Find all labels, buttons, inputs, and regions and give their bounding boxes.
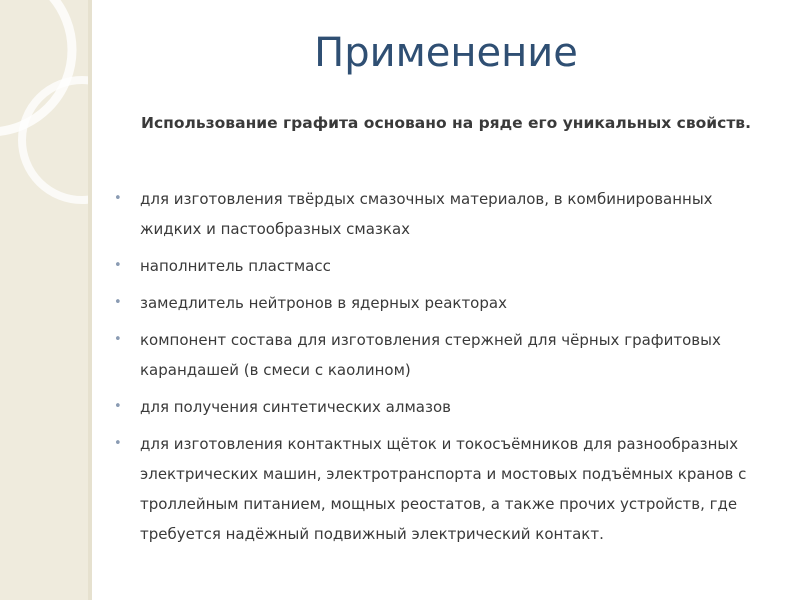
slide-title: Применение: [314, 30, 578, 76]
bullet-marker-icon: •: [114, 258, 122, 273]
bullet-marker-icon: •: [114, 295, 122, 310]
bullet-text: компонент состава для изготовления стержней для чёрных графитовых карандашей (в смеси с каолином): [140, 331, 721, 379]
bullet-text: для получения синтетических алмазов: [140, 398, 451, 416]
bullet-item: [114, 288, 774, 318]
bullet-list: [114, 184, 774, 556]
bullet-text: замедлитель нейтронов в ядерных реакторах: [140, 294, 507, 312]
bullet-item: [114, 251, 774, 281]
bullet-item: [114, 325, 774, 385]
bullet-text: для изготовления твёрдых смазочных материалов, в комбинированных жидких и пастообразных смазках: [140, 190, 713, 238]
bullet-marker-icon: •: [114, 191, 122, 206]
bullet-text: наполнитель пластмасс: [140, 257, 331, 275]
decorative-circles: [0, 0, 88, 600]
bullet-marker-icon: •: [114, 436, 122, 451]
slide-subtitle: Использование графита основано на ряде его уникальных свойств.: [140, 114, 752, 132]
bullet-marker-icon: •: [114, 399, 122, 414]
bullet-item: [114, 184, 774, 244]
decorative-side-band: [0, 0, 88, 600]
bullet-marker-icon: •: [114, 332, 122, 347]
side-band-edge: [88, 0, 92, 600]
bullet-item: [114, 429, 774, 549]
bullet-item: [114, 392, 774, 422]
bullet-text: для изготовления контактных щёток и токосъёмников для разнообразных электрических машин, электротранспорта и мостовых подъёмных кранов с троллейным питанием, мощных реостатов, а также прочих устройств, где требуется надёжный подвижный электрический контакт.: [140, 435, 747, 543]
